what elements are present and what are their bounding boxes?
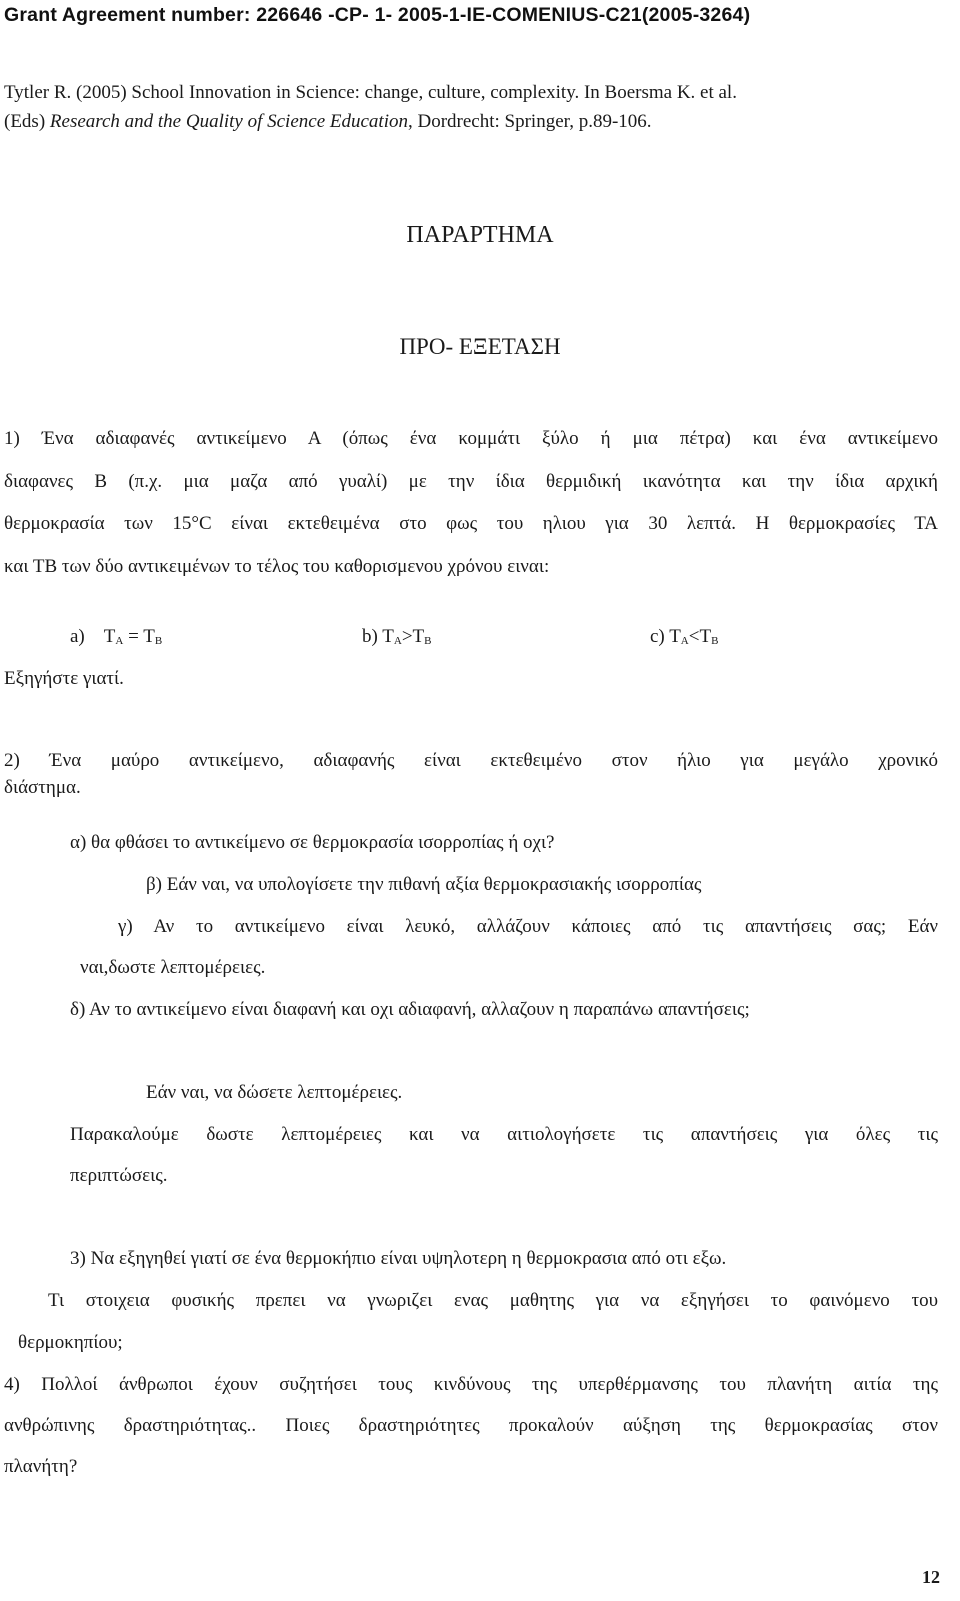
q2-part-d: δ) Αν το αντικείμενο είναι διαφανή και οχι αδιαφανή, αλλαζουν η παραπάνω απαντήσεις; <box>70 999 750 1020</box>
q2-instructions-line-1: Παρακαλούμε δωστε λεπτομέρειες και να αιτιολογήσετε τις απαντήσεις για όλες τις <box>70 1124 938 1145</box>
q2-line-1: 2) Ένα μαύρο αντικείμενο, αδιαφανής είναι εκτεθειμένο στον ήλιο για μεγάλο χρονικό <box>4 750 938 771</box>
q1-explain: Εξηγήστε γιατί. <box>4 668 124 689</box>
q2-part-c-line-1: γ) Αν το αντικείμενο είναι λευκό, αλλάζουν κάποιες από τις απαντήσεις σας; Εάν <box>118 916 938 937</box>
q1-line-3: θερμοκρασία των 15°C είναι εκτεθειμένα στο φως του ηλιου για 30 λεπτά. Η θερμοκρασίες ΤΑ <box>4 513 938 534</box>
q1-line-4: και ΤΒ των δύο αντικειμένων το τέλος του καθορισμενου χρόνου ειναι: <box>4 556 550 577</box>
q2-instructions-line-2: περιπτώσεις. <box>70 1165 168 1186</box>
q2-part-d-line-2: Εάν ναι, να δώσετε λεπτομέρειες. <box>146 1082 403 1103</box>
q4-line-3: πλανήτη? <box>4 1456 78 1477</box>
appendix-title: ΠΑΡΑΡΤΗΜΑ <box>406 222 554 248</box>
q1-option-b: b) $T_A>T_B$ <box>362 626 432 647</box>
q2-part-b: β) Εάν ναι, να υπολογίσετε την πιθανή αξία θερμοκρασιακής ισορροπίας <box>146 874 702 895</box>
q2-line-2: διάστημα. <box>4 777 81 798</box>
q1-option-c: c) $T_A<T_B$ <box>650 626 719 647</box>
reference-editors: (Eds) <box>4 111 50 132</box>
reference-publisher: , Dordrecht: Springer, p.89-106. <box>407 111 652 132</box>
q3-line-2: Τι στοιχεια φυσικής πρεπει να γνωριζει ενας μαθητης για να εξηγήσει το φαινόμενο του <box>48 1290 938 1311</box>
reference-line-2 <box>4 111 652 133</box>
pretest-title: ΠΡΟ- ΕΞΕΤΑΣΗ <box>399 334 561 359</box>
q3-line-3: θερμοκηπίου; <box>18 1332 123 1353</box>
q2-part-c-line-2: ναι,δωστε λεπτομέρειες. <box>80 957 266 978</box>
page-header: Grant Agreement number: 226646 -CP- 1- 2005-1-IE-COMENIUS-C21(2005-3264) <box>4 4 751 26</box>
q4-line-1: 4) Πολλοί άνθρωποι έχουν συζητήσει τους κινδύνους της υπερθέρμανσης του πλανήτη αιτία της <box>4 1374 938 1395</box>
reference-book-title: Research and the Quality of Science Education <box>49 111 408 132</box>
q2-part-a: α) θα φθάσει το αντικείμενο σε θερμοκρασία ισορροπίας ή οχι? <box>70 832 555 853</box>
reference-line-1: Tytler R. (2005) School Innovation in Science: change, culture, complexity. In Boersma K. et al. <box>4 82 737 103</box>
q1-line-1: 1) Ένα αδιαφανές αντικείμενο Α (όπως ένα κομμάτι ξύλο ή μια πέτρα) και ένα αντικείμενο <box>4 428 938 449</box>
q1-option-a: a) $T_A = T_B$ <box>70 626 163 647</box>
q3-line-1: 3) Να εξηγηθεί γιατί σε ένα θερμοκήπιο είναι υψηλοτερη η θερμοκρασια από οτι εξω. <box>70 1248 727 1269</box>
q1-line-2: διαφανες Β (π.χ. μια μαζα από γυαλί) με την ίδια θερμιδική ικανότητα και την ίδια αρχική <box>4 471 938 492</box>
page-number: 12 <box>922 1567 940 1587</box>
q4-line-2: ανθρώπινης δραστηριότητας.. Ποιες δραστηριότητες προκαλούν αύξηση της θερμοκρασίας στον <box>4 1415 938 1436</box>
